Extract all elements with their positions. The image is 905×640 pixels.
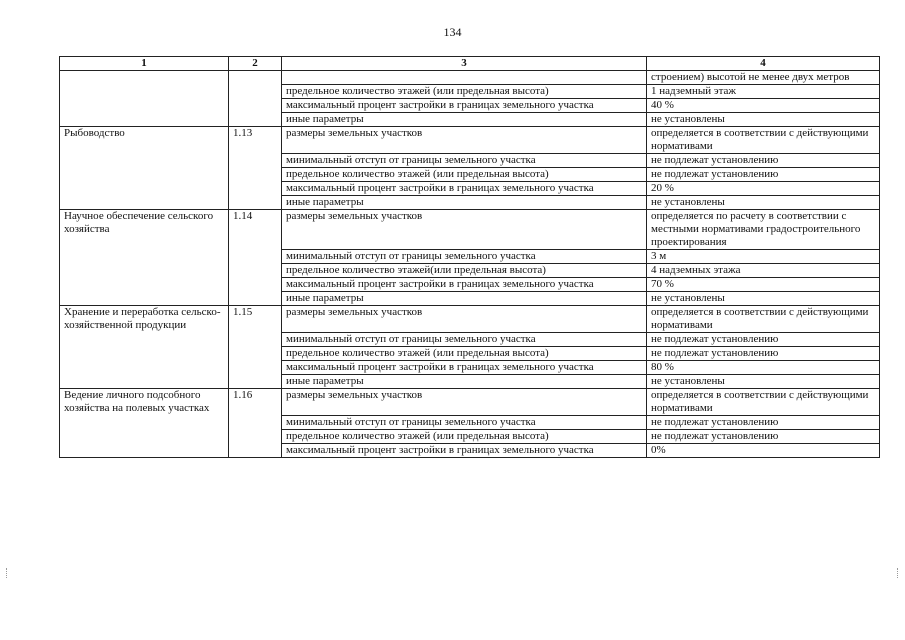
param-cell: иные параметры <box>282 292 647 306</box>
code-cell: 1.14 <box>229 210 282 306</box>
use-type-cell: Хранение и переработка сельско-хозяйственной продукции <box>60 306 229 389</box>
param-cell: максимальный процент застройки в границах земельного участка <box>282 182 647 196</box>
table-row <box>60 210 880 250</box>
value-cell: 0% <box>647 444 880 458</box>
use-type-cell: Ведение личного подсобного хозяйства на полевых участках <box>60 389 229 458</box>
param-cell: минимальный отступ от границы земельного участка <box>282 250 647 264</box>
param-cell: иные параметры <box>282 196 647 210</box>
value-cell: не подлежат установлению <box>647 430 880 444</box>
param-cell: максимальный процент застройки в границах земельного участка <box>282 99 647 113</box>
param-cell: предельное количество этажей(или предельная высота) <box>282 264 647 278</box>
value-cell: не установлены <box>647 196 880 210</box>
value-cell: 4 надземных этажа <box>647 264 880 278</box>
param-cell: иные параметры <box>282 113 647 127</box>
code-cell: 1.13 <box>229 127 282 210</box>
value-cell: не подлежат установлению <box>647 168 880 182</box>
header-col-1: 1 <box>60 57 229 71</box>
value-cell: не подлежат установлению <box>647 416 880 430</box>
param-cell: минимальный отступ от границы земельного участка <box>282 333 647 347</box>
value-cell: строением) высотой не менее двух метров <box>647 71 880 85</box>
page-number: 134 <box>443 25 462 39</box>
header-col-3: 3 <box>282 57 647 71</box>
param-cell: размеры земельных участков <box>282 389 647 416</box>
param-cell: максимальный процент застройки в границах земельного участка <box>282 278 647 292</box>
code-cell: 1.15 <box>229 306 282 389</box>
param-cell: минимальный отступ от границы земельного участка <box>282 154 647 168</box>
value-cell: 3 м <box>647 250 880 264</box>
value-cell: 40 % <box>647 99 880 113</box>
param-cell: размеры земельных участков <box>282 210 647 250</box>
table-row <box>60 389 880 416</box>
header-col-4: 4 <box>647 57 880 71</box>
value-cell: не подлежат установлению <box>647 347 880 361</box>
param-cell: размеры земельных участков <box>282 306 647 333</box>
use-type-cell: Рыбоводство <box>60 127 229 210</box>
value-cell: определяется в соответствии с действующими нормативами <box>647 306 880 333</box>
value-cell: определяется в соответствии с действующими нормативами <box>647 127 880 154</box>
value-cell: 70 % <box>647 278 880 292</box>
header-row <box>60 57 880 71</box>
code-cell <box>229 71 282 127</box>
scan-edge-mark-right <box>897 568 900 578</box>
param-cell: иные параметры <box>282 375 647 389</box>
param-cell: предельное количество этажей (или предельная высота) <box>282 85 647 99</box>
header-col-2: 2 <box>229 57 282 71</box>
use-type-cell <box>60 71 229 127</box>
param-cell: предельное количество этажей (или предельная высота) <box>282 347 647 361</box>
value-cell: 20 % <box>647 182 880 196</box>
value-cell: 1 надземный этаж <box>647 85 880 99</box>
value-cell: 80 % <box>647 361 880 375</box>
param-cell: минимальный отступ от границы земельного участка <box>282 416 647 430</box>
table-row <box>60 306 880 333</box>
value-cell: определяется в соответствии с действующими нормативами <box>647 389 880 416</box>
param-cell: размеры земельных участков <box>282 127 647 154</box>
param-cell <box>282 71 647 85</box>
table-row <box>60 127 880 154</box>
scan-edge-mark-left <box>6 568 9 578</box>
value-cell: определяется по расчету в соответствии с местными нормативами градостроительного проектирования <box>647 210 880 250</box>
value-cell: не подлежат установлению <box>647 154 880 168</box>
value-cell: не установлены <box>647 375 880 389</box>
param-cell: предельное количество этажей (или предельная высота) <box>282 168 647 182</box>
param-cell: максимальный процент застройки в границах земельного участка <box>282 444 647 458</box>
param-cell: предельное количество этажей (или предельная высота) <box>282 430 647 444</box>
value-cell: не подлежат установлению <box>647 333 880 347</box>
value-cell: не установлены <box>647 292 880 306</box>
use-type-cell: Научное обеспечение сельского хозяйства <box>60 210 229 306</box>
regulations-table <box>59 56 880 458</box>
code-cell: 1.16 <box>229 389 282 458</box>
table-row <box>60 71 880 85</box>
param-cell: максимальный процент застройки в границах земельного участка <box>282 361 647 375</box>
value-cell: не установлены <box>647 113 880 127</box>
